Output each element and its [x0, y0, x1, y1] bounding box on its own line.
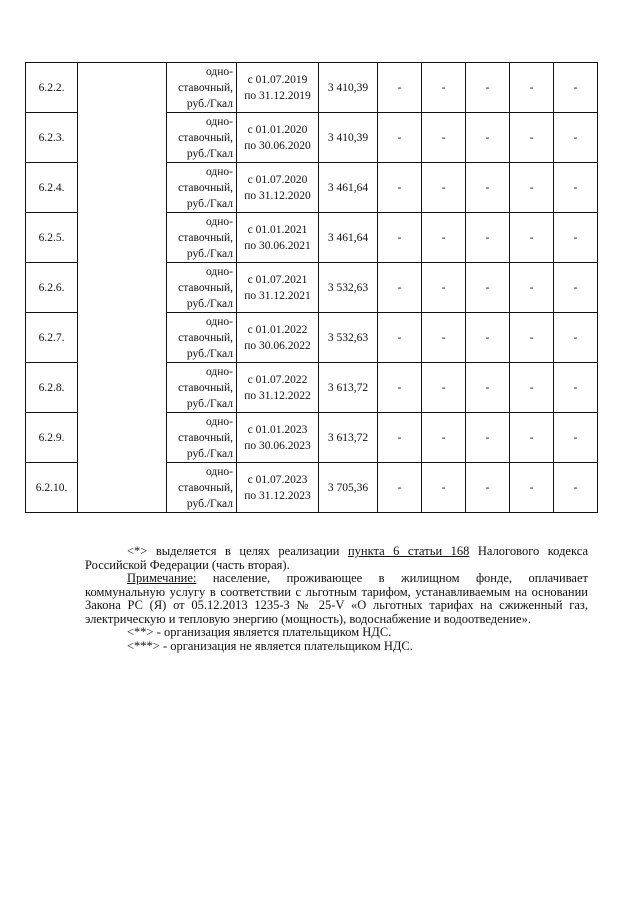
row-number: 6.2.5.: [26, 213, 78, 263]
tariff-type-line: одно-: [205, 265, 233, 278]
period-start: с 01.07.2019: [247, 73, 308, 86]
tariff-type-line: руб./Гкал: [186, 397, 233, 410]
tariff-type-line: одно-: [205, 465, 233, 478]
tariff-type-line: руб./Гкал: [186, 97, 233, 110]
empty-value-dash: -: [466, 463, 510, 513]
tariff-value: 3 532,63: [319, 263, 378, 313]
empty-value-dash: -: [422, 63, 466, 113]
empty-value-dash: -: [554, 413, 598, 463]
empty-value-dash: -: [466, 213, 510, 263]
period-start: с 01.01.2022: [247, 323, 308, 336]
period-end: по 31.12.2019: [244, 89, 311, 102]
tariff-type-line: одно-: [205, 115, 233, 128]
tariff-type-line: руб./Гкал: [186, 247, 233, 260]
empty-value-dash: -: [466, 313, 510, 363]
tariff-table-body: [26, 63, 598, 513]
tariff-type-cell: [167, 313, 237, 363]
empty-value-dash: -: [378, 163, 422, 213]
empty-value-dash: -: [554, 363, 598, 413]
row-number: 6.2.3.: [26, 113, 78, 163]
tariff-type-line: ставочный,: [178, 181, 233, 194]
period-cell: [237, 163, 319, 213]
row-number: 6.2.9.: [26, 413, 78, 463]
tariff-type-line: одно-: [205, 315, 233, 328]
empty-value-dash: -: [466, 63, 510, 113]
tariff-type-line: руб./Гкал: [186, 347, 233, 360]
empty-value-dash: -: [466, 163, 510, 213]
tariff-type-line: ставочный,: [178, 131, 233, 144]
tariff-type-line: руб./Гкал: [186, 497, 233, 510]
tariff-type-line: руб./Гкал: [186, 447, 233, 460]
tariff-type-line: руб./Гкал: [186, 297, 233, 310]
tariff-type-line: руб./Гкал: [186, 197, 233, 210]
tariff-type-cell: [167, 213, 237, 263]
empty-value-dash: -: [378, 463, 422, 513]
row-number: 6.2.4.: [26, 163, 78, 213]
empty-value-dash: -: [554, 463, 598, 513]
tariff-type-cell: [167, 113, 237, 163]
empty-value-dash: -: [466, 113, 510, 163]
period-end: по 31.12.2022: [244, 389, 311, 402]
empty-value-dash: -: [422, 413, 466, 463]
empty-value-dash: -: [422, 363, 466, 413]
empty-value-dash: -: [510, 163, 554, 213]
period-end: по 31.12.2020: [244, 189, 311, 202]
empty-value-dash: -: [378, 63, 422, 113]
empty-value-dash: -: [554, 113, 598, 163]
notes-section: [85, 545, 588, 653]
empty-value-dash: -: [466, 363, 510, 413]
period-cell: [237, 263, 319, 313]
empty-value-dash: -: [466, 263, 510, 313]
empty-value-dash: -: [510, 263, 554, 313]
tariff-type-line: ставочный,: [178, 281, 233, 294]
empty-value-dash: -: [554, 63, 598, 113]
tariff-type-line: ставочный,: [178, 481, 233, 494]
period-start: с 01.01.2020: [247, 123, 308, 136]
tariff-type-cell: [167, 163, 237, 213]
tariff-value: 3 410,39: [319, 63, 378, 113]
period-start: с 01.01.2021: [247, 223, 308, 236]
empty-value-dash: -: [378, 263, 422, 313]
row-number: 6.2.6.: [26, 263, 78, 313]
empty-value-dash: -: [510, 363, 554, 413]
tariff-table: [25, 62, 598, 513]
tariff-value: 3 461,64: [319, 163, 378, 213]
row-number: 6.2.10.: [26, 463, 78, 513]
tariff-value: 3 705,36: [319, 463, 378, 513]
period-start: с 01.07.2023: [247, 473, 308, 486]
table-row: [26, 63, 598, 113]
empty-value-dash: -: [554, 313, 598, 363]
vat-note: <*> выделяется в целях реализации пункта 6 статьи 168 Налогового кодекса Российской Федерации (часть вторая).: [85, 544, 588, 572]
period-end: по 30.06.2023: [244, 439, 311, 452]
vat-nonpayer-note: <***> - организация не является плательщиком НДС.: [127, 638, 413, 653]
empty-value-dash: -: [378, 213, 422, 263]
tariff-value: 3 410,39: [319, 113, 378, 163]
empty-value-dash: -: [554, 163, 598, 213]
tariff-type-line: ставочный,: [178, 331, 233, 344]
period-start: с 01.07.2021: [247, 273, 308, 286]
period-cell: [237, 213, 319, 263]
empty-value-dash: -: [510, 213, 554, 263]
tariff-value: 3 613,72: [319, 413, 378, 463]
tariff-type-cell: [167, 363, 237, 413]
tariff-type-line: одно-: [205, 65, 233, 78]
tariff-type-line: одно-: [205, 165, 233, 178]
row-number: 6.2.2.: [26, 63, 78, 113]
empty-value-dash: -: [510, 113, 554, 163]
empty-value-dash: -: [422, 113, 466, 163]
period-start: с 01.07.2020: [247, 173, 308, 186]
empty-value-dash: -: [378, 113, 422, 163]
empty-value-dash: -: [378, 413, 422, 463]
empty-value-dash: -: [422, 463, 466, 513]
tariff-type-line: одно-: [205, 365, 233, 378]
tariff-type-line: руб./Гкал: [186, 147, 233, 160]
empty-value-dash: -: [378, 313, 422, 363]
tariff-type-line: ставочный,: [178, 431, 233, 444]
period-cell: [237, 463, 319, 513]
vat-marker: <*>: [127, 544, 148, 558]
period-cell: [237, 63, 319, 113]
tariff-type-line: одно-: [205, 415, 233, 428]
tariff-type-line: ставочный,: [178, 231, 233, 244]
empty-value-dash: -: [422, 213, 466, 263]
period-end: по 31.12.2023: [244, 489, 311, 502]
remark-label: Примечание:: [127, 571, 197, 585]
empty-value-dash: -: [466, 413, 510, 463]
period-cell: [237, 413, 319, 463]
row-number: 6.2.8.: [26, 363, 78, 413]
tariff-type-line: ставочный,: [178, 381, 233, 394]
tariff-type-cell: [167, 63, 237, 113]
period-start: с 01.07.2022: [247, 373, 308, 386]
tariff-type-line: одно-: [205, 215, 233, 228]
tariff-value: 3 532,63: [319, 313, 378, 363]
empty-value-dash: -: [510, 63, 554, 113]
tariff-type-cell: [167, 463, 237, 513]
empty-value-dash: -: [510, 413, 554, 463]
period-start: с 01.01.2023: [247, 423, 308, 436]
period-end: по 31.12.2021: [244, 289, 311, 302]
empty-value-dash: -: [422, 263, 466, 313]
vat-payer-note: <**> - организация является плательщиком НДС.: [127, 625, 392, 639]
empty-value-dash: -: [422, 163, 466, 213]
empty-value-dash: -: [510, 313, 554, 363]
period-end: по 30.06.2020: [244, 139, 311, 152]
tariff-value: 3 613,72: [319, 363, 378, 413]
empty-value-dash: -: [422, 313, 466, 363]
period-end: по 30.06.2022: [244, 339, 311, 352]
empty-value-dash: -: [378, 363, 422, 413]
tariff-type-line: ставочный,: [178, 81, 233, 94]
tariff-value: 3 461,64: [319, 213, 378, 263]
tariff-type-cell: [167, 263, 237, 313]
period-cell: [237, 113, 319, 163]
tariff-type-cell: [167, 413, 237, 463]
empty-value-dash: -: [510, 463, 554, 513]
merged-empty-cell: [78, 63, 167, 513]
period-cell: [237, 313, 319, 363]
empty-value-dash: -: [554, 213, 598, 263]
period-end: по 30.06.2021: [244, 239, 311, 252]
row-number: 6.2.7.: [26, 313, 78, 363]
remark-note: Примечание: население, проживающее в жилищном фонде, оплачивает коммунальную услугу в соответствии с льготным тарифом, устанавливаемым на основании Закона РС (Я) от 05.12.2013 1235-З № 25-V «О льготных тарифах на сжиженный газ, электрическую и тепловую энергию (мощность), водоснабжение и водоотведение».: [85, 571, 588, 626]
empty-value-dash: -: [554, 263, 598, 313]
period-cell: [237, 363, 319, 413]
tax-code-link[interactable]: пункта 6 статьи 168: [347, 544, 470, 558]
